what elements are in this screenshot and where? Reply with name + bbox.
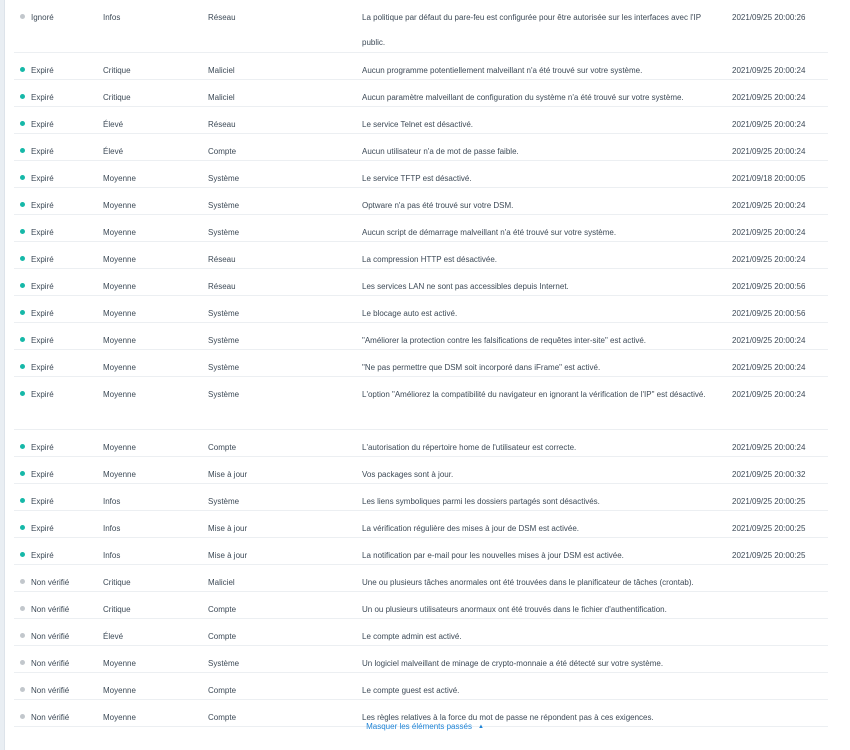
status-cell xyxy=(20,5,100,30)
timestamp-cell: 2021/09/25 20:00:24 xyxy=(732,147,806,156)
description-cell: Aucun utilisateur n'a de mot de passe faible. xyxy=(362,147,519,156)
status-label: Expiré xyxy=(31,390,54,399)
description-cell: Aucun script de démarrage malveillant n'a été trouvé sur votre système. xyxy=(362,228,617,237)
status-label: Non vérifié xyxy=(31,578,70,587)
status-dot-icon xyxy=(20,525,25,530)
description-cell: La compression HTTP est désactivée. xyxy=(362,255,498,264)
status-label: Expiré xyxy=(31,120,54,129)
description-cell: Un logiciel malveillant de minage de crypto-monnaie a été détecté sur votre système. xyxy=(362,659,664,668)
status-dot-icon xyxy=(20,229,25,234)
table-row[interactable] xyxy=(14,269,828,296)
description-cell: Les services LAN ne sont pas accessibles depuis Internet. xyxy=(362,282,569,291)
category-cell: Système xyxy=(208,336,240,345)
status-cell xyxy=(20,382,100,407)
status-dot-icon xyxy=(20,714,25,719)
category-cell: Système xyxy=(208,309,240,318)
timestamp-cell: 2021/09/25 20:00:56 xyxy=(732,282,806,291)
description-cell: Vos packages sont à jour. xyxy=(362,470,454,479)
table-row[interactable] xyxy=(14,323,828,350)
status-dot-icon xyxy=(20,687,25,692)
table-row[interactable] xyxy=(14,242,828,269)
timestamp-cell: 2021/09/25 20:00:25 xyxy=(732,524,806,533)
description-cell: Le service Telnet est désactivé. xyxy=(362,120,474,129)
status-label: Non vérifié xyxy=(31,686,70,695)
status-dot-icon xyxy=(20,202,25,207)
timestamp-cell: 2021/09/25 20:00:24 xyxy=(732,93,806,102)
description-cell: Le compte admin est activé. xyxy=(362,632,462,641)
description-cell: Les règles relatives à la force du mot de passe ne répondent pas à ces exigences. xyxy=(362,713,654,722)
severity-cell: Critique xyxy=(103,578,131,587)
severity-cell: Infos xyxy=(103,497,121,506)
timestamp-cell: 2021/09/25 20:00:24 xyxy=(732,390,806,399)
status-dot-icon xyxy=(20,444,25,449)
category-cell: Compte xyxy=(208,632,237,641)
category-cell: Réseau xyxy=(208,120,236,129)
status-label: Ignoré xyxy=(31,13,54,22)
status-dot-icon xyxy=(20,552,25,557)
status-dot-icon xyxy=(20,94,25,99)
status-dot-icon xyxy=(20,391,25,396)
status-dot-icon xyxy=(20,67,25,72)
hide-past-items-label: Masquer les éléments passés xyxy=(366,722,472,731)
table-row[interactable] xyxy=(14,80,828,107)
status-dot-icon xyxy=(20,121,25,126)
results-table xyxy=(14,0,828,727)
severity-cell: Infos xyxy=(103,551,121,560)
severity-cell: Critique xyxy=(103,93,131,102)
status-label: Expiré xyxy=(31,443,54,452)
severity-cell: Moyenne xyxy=(103,659,136,668)
status-dot-icon xyxy=(20,498,25,503)
timestamp-cell: 2021/09/25 20:00:26 xyxy=(732,13,806,22)
table-row[interactable] xyxy=(14,215,828,242)
severity-cell: Élevé xyxy=(103,147,124,156)
status-dot-icon xyxy=(20,14,25,19)
category-cell: Compte xyxy=(208,686,237,695)
status-dot-icon xyxy=(20,256,25,261)
description-cell: L'option "Améliorez la compatibilité du navigateur en ignorant la vérification de l'IP" est désactivé. xyxy=(362,390,706,399)
category-cell: Réseau xyxy=(208,255,236,264)
table-row[interactable] xyxy=(14,565,828,592)
status-dot-icon xyxy=(20,606,25,611)
severity-cell: Moyenne xyxy=(103,443,136,452)
category-cell: Réseau xyxy=(208,13,236,22)
status-dot-icon xyxy=(20,633,25,638)
description-cell: Les liens symboliques parmi les dossiers partagés sont désactivés. xyxy=(362,497,600,506)
category-cell: Système xyxy=(208,363,240,372)
timestamp-cell: 2021/09/25 20:00:56 xyxy=(732,309,806,318)
table-row[interactable] xyxy=(14,619,828,646)
status-label: Non vérifié xyxy=(31,632,70,641)
table-row[interactable] xyxy=(14,350,828,377)
category-cell: Maliciel xyxy=(208,93,235,102)
status-label: Expiré xyxy=(31,551,54,560)
table-row[interactable] xyxy=(14,538,828,565)
status-label: Non vérifié xyxy=(31,713,70,722)
status-dot-icon xyxy=(20,364,25,369)
description-cell: Le blocage auto est activé. xyxy=(362,309,458,318)
category-cell: Système xyxy=(208,201,240,210)
table-row[interactable] xyxy=(14,134,828,161)
severity-cell: Critique xyxy=(103,605,131,614)
status-label: Expiré xyxy=(31,201,54,210)
status-dot-icon xyxy=(20,337,25,342)
status-label: Expiré xyxy=(31,470,54,479)
status-dot-icon xyxy=(20,660,25,665)
status-dot-icon xyxy=(20,175,25,180)
timestamp-cell: 2021/09/25 20:00:24 xyxy=(732,443,806,452)
description-cell: La notification par e-mail pour les nouvelles mises à jour DSM est activée. xyxy=(362,551,624,560)
description-cell: Une ou plusieurs tâches anormales ont été trouvées dans le planificateur de tâches (crontab). xyxy=(362,578,694,587)
category-cell: Compte xyxy=(208,147,237,156)
status-label: Expiré xyxy=(31,282,54,291)
timestamp-cell: 2021/09/25 20:00:32 xyxy=(732,470,806,479)
severity-cell: Élevé xyxy=(103,632,124,641)
category-cell: Mise à jour xyxy=(208,551,248,560)
category-cell: Compte xyxy=(208,713,237,722)
status-label: Non vérifié xyxy=(31,605,70,614)
severity-cell: Critique xyxy=(103,66,131,75)
table-row[interactable] xyxy=(14,188,828,215)
severity-cell: Moyenne xyxy=(103,686,136,695)
timestamp-cell: 2021/09/25 20:00:24 xyxy=(732,228,806,237)
table-row[interactable] xyxy=(14,161,828,188)
severity-cell: Moyenne xyxy=(103,228,136,237)
status-label: Expiré xyxy=(31,497,54,506)
severity-cell: Moyenne xyxy=(103,309,136,318)
table-row[interactable] xyxy=(14,430,828,457)
description-cell: Optware n'a pas été trouvé sur votre DSM. xyxy=(362,201,514,210)
status-label: Expiré xyxy=(31,228,54,237)
category-cell: Mise à jour xyxy=(208,524,248,533)
status-label: Expiré xyxy=(31,255,54,264)
table-row[interactable] xyxy=(14,673,828,700)
timestamp-cell: 2021/09/25 20:00:24 xyxy=(732,336,806,345)
status-label: Expiré xyxy=(31,93,54,102)
description-cell: Le service TFTP est désactivé. xyxy=(362,174,472,183)
timestamp-cell: 2021/09/25 20:00:24 xyxy=(732,120,806,129)
table-row[interactable] xyxy=(14,53,828,80)
category-cell: Système xyxy=(208,174,240,183)
category-cell: Maliciel xyxy=(208,578,235,587)
status-label: Expiré xyxy=(31,309,54,318)
description-cell: L'autorisation du répertoire home de l'utilisateur est correcte. xyxy=(362,443,577,452)
category-cell: Système xyxy=(208,228,240,237)
status-dot-icon xyxy=(20,283,25,288)
status-dot-icon xyxy=(20,471,25,476)
description-cell: La vérification régulière des mises à jour de DSM est activée. xyxy=(362,524,579,533)
caret-up-icon: ▲ xyxy=(477,724,484,730)
table-row[interactable] xyxy=(14,457,828,484)
table-row[interactable] xyxy=(14,484,828,511)
timestamp-cell: 2021/09/25 20:00:25 xyxy=(732,551,806,560)
table-row[interactable] xyxy=(14,511,828,538)
category-cell: Système xyxy=(208,390,240,399)
severity-cell: Moyenne xyxy=(103,713,136,722)
status-label: Expiré xyxy=(31,524,54,533)
severity-cell: Moyenne xyxy=(103,282,136,291)
category-cell: Système xyxy=(208,659,240,668)
category-cell: Mise à jour xyxy=(208,470,248,479)
status-dot-icon xyxy=(20,579,25,584)
severity-cell: Moyenne xyxy=(103,174,136,183)
status-dot-icon xyxy=(20,310,25,315)
left-panel-edge xyxy=(0,0,5,750)
severity-cell: Moyenne xyxy=(103,470,136,479)
timestamp-cell: 2021/09/25 20:00:24 xyxy=(732,201,806,210)
timestamp-cell: 2021/09/25 20:00:25 xyxy=(732,497,806,506)
description-cell: La politique par défaut du pare-feu est configurée pour être autorisée sur les interfaces avec l'IP public. xyxy=(362,13,701,47)
status-label: Expiré xyxy=(31,336,54,345)
table-row[interactable] xyxy=(14,646,828,673)
status-label: Expiré xyxy=(31,66,54,75)
status-label: Non vérifié xyxy=(31,659,70,668)
description-cell: Aucun paramètre malveillant de configuration du système n'a été trouvé sur votre système. xyxy=(362,93,684,102)
description-cell: Le compte guest est activé. xyxy=(362,686,460,695)
description-cell: "Ne pas permettre que DSM soit incorporé dans iFrame" est activé. xyxy=(362,363,601,372)
category-cell: Réseau xyxy=(208,282,236,291)
table-row[interactable] xyxy=(14,107,828,134)
category-cell: Système xyxy=(208,497,240,506)
description-cell: Un ou plusieurs utilisateurs anormaux ont été trouvés dans le fichier d'authentification. xyxy=(362,605,667,614)
severity-cell: Élevé xyxy=(103,120,124,129)
category-cell: Maliciel xyxy=(208,66,235,75)
hide-past-items-link[interactable] xyxy=(366,722,484,731)
category-cell: Compte xyxy=(208,605,237,614)
status-label: Expiré xyxy=(31,147,54,156)
status-label: Expiré xyxy=(31,174,54,183)
status-label: Expiré xyxy=(31,363,54,372)
table-row[interactable] xyxy=(14,296,828,323)
status-dot-icon xyxy=(20,148,25,153)
table-row[interactable] xyxy=(14,592,828,619)
description-cell: Aucun programme potentiellement malveillant n'a été trouvé sur votre système. xyxy=(362,66,643,75)
severity-cell: Moyenne xyxy=(103,255,136,264)
severity-cell: Infos xyxy=(103,13,121,22)
description-cell: "Améliorer la protection contre les falsifications de requêtes inter-site" est activé. xyxy=(362,336,647,345)
table-row[interactable] xyxy=(14,377,828,430)
category-cell: Compte xyxy=(208,443,237,452)
table-row[interactable] xyxy=(14,0,828,53)
severity-cell: Moyenne xyxy=(103,390,136,399)
timestamp-cell: 2021/09/18 20:00:05 xyxy=(732,174,806,183)
severity-cell: Infos xyxy=(103,524,121,533)
severity-cell: Moyenne xyxy=(103,363,136,372)
severity-cell: Moyenne xyxy=(103,336,136,345)
timestamp-cell: 2021/09/25 20:00:24 xyxy=(732,363,806,372)
footer xyxy=(0,722,850,731)
severity-cell: Moyenne xyxy=(103,201,136,210)
timestamp-cell: 2021/09/25 20:00:24 xyxy=(732,66,806,75)
timestamp-cell: 2021/09/25 20:00:24 xyxy=(732,255,806,264)
